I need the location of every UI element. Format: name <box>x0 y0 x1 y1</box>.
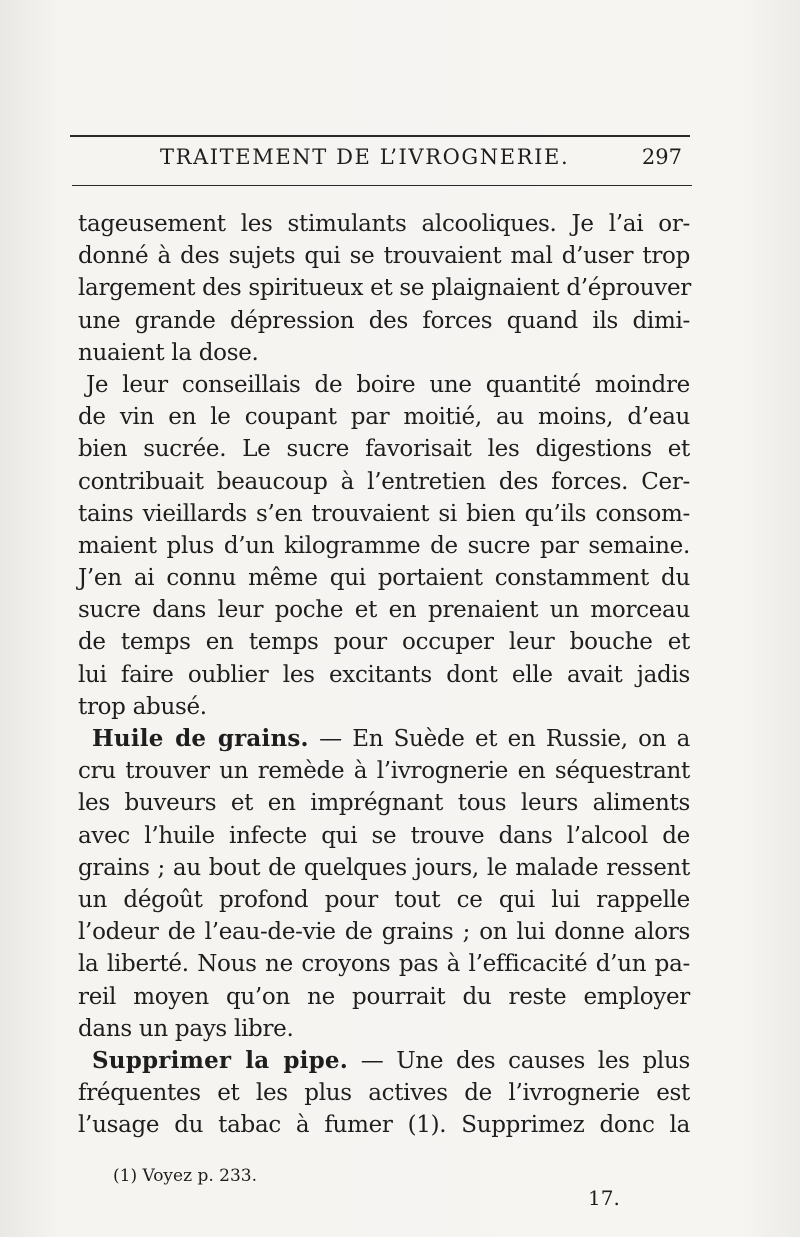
footnote: (1) Voyez p. 233. <box>113 1166 258 1186</box>
text-line: de vin en le coupant par moitié, au moins, d’eau <box>78 404 690 431</box>
text-line: tageusement les stimulants alcooliques. Je l’ai or- <box>78 211 690 237</box>
text-line: la liberté. Nous ne croyons pas à l’efficacité d’un pa- <box>78 951 690 978</box>
running-header <box>70 145 690 175</box>
section-first-line-text: — Une des causes les plus <box>347 1047 690 1074</box>
page-number: 297 <box>641 145 682 169</box>
section-first-line <box>78 1045 690 1077</box>
body-text <box>78 208 690 1141</box>
text-line: l’usage du tabac à fumer (1). Supprimez donc la <box>78 1112 690 1139</box>
text-line: lui faire oublier les excitants dont elle avait jadis <box>78 661 690 688</box>
text-line: contribuait beaucoup à l’entretien des forces. Cer- <box>78 468 690 495</box>
text-line: J’en ai connu même qui portaient constamment du <box>78 565 690 592</box>
running-title: TRAITEMENT DE L’IVROGNERIE. <box>160 145 570 169</box>
text-line: donné à des sujets qui se trouvaient mal d’user trop <box>78 243 690 270</box>
printer-signature: 17. <box>588 1186 620 1210</box>
text-line: tains vieillards s’en trouvaient si bien qu’ils consom- <box>78 500 690 527</box>
text-line: grains ; au bout de quelques jours, le malade ressent <box>78 854 690 881</box>
section-heading-huile: Huile de grains. <box>92 725 309 752</box>
text-line: sucre dans leur poche et en prenaient un morceau <box>78 597 690 624</box>
text-line: de temps en temps pour occuper leur bouche et <box>78 629 690 656</box>
text-line: un dégoût profond pour tout ce qui lui rappelle <box>78 886 690 913</box>
section-heading-pipe: Supprimer la pipe. <box>92 1046 348 1074</box>
text-line: bien sucrée. Le sucre favorisait les digestions et <box>78 436 690 463</box>
header-rule-top <box>70 135 690 137</box>
text-line: reil moyen qu’on ne pourrait du reste employer <box>78 983 690 1010</box>
section-first-line <box>78 723 690 755</box>
text-line: les buveurs et en imprégnant tous leurs aliments <box>78 790 690 817</box>
section-first-line-text: — En Suède et en Russie, on a <box>308 726 690 752</box>
text-line: l’odeur de l’eau-de-vie de grains ; on lui donne alors <box>78 919 690 946</box>
text-line: maient plus d’un kilogramme de sucre par semaine. <box>78 532 690 559</box>
text-line: cru trouver un remède à l’ivrognerie en séquestrant <box>78 758 690 785</box>
text-line: trop abusé. <box>78 693 207 720</box>
text-line: Je leur conseillais de boire une quantité moindre <box>86 371 690 398</box>
text-line: nuaient la dose. <box>78 339 259 366</box>
header-rule-bottom <box>72 185 692 186</box>
text-line: une grande dépression des forces quand ils dimi- <box>78 307 690 334</box>
text-line: largement des spiritueux et se plaignaient d’éprouver <box>78 275 691 302</box>
text-line: fréquentes et les plus actives de l’ivrognerie est <box>78 1080 690 1107</box>
text-line: dans un pays libre. <box>78 1015 294 1042</box>
text-line: avec l’huile infecte qui se trouve dans l’alcool de <box>78 822 690 849</box>
